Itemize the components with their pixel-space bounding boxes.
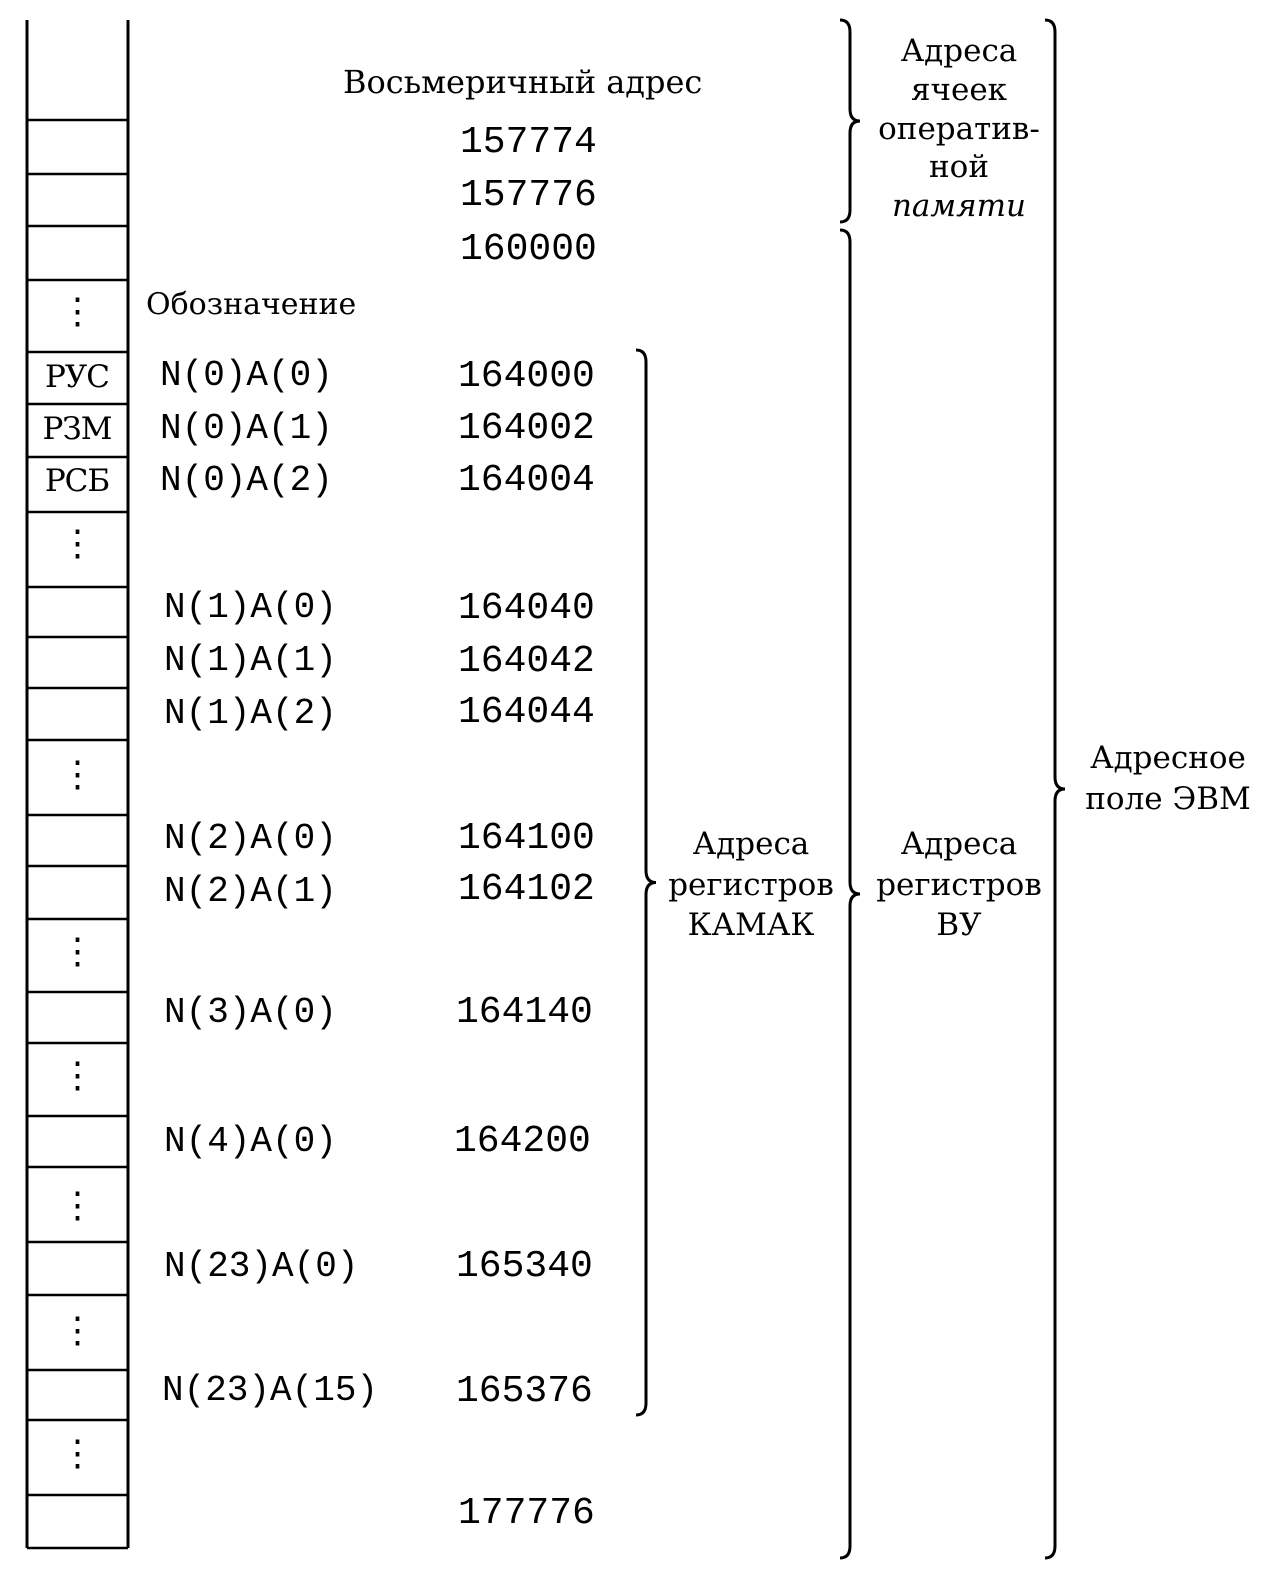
memory-brace-label-line: Адреса bbox=[900, 33, 1018, 69]
designation: N(2)A(0) bbox=[164, 818, 337, 859]
designation: N(3)A(0) bbox=[164, 992, 337, 1033]
vu-brace-label-line: ВУ bbox=[936, 907, 982, 943]
cell-ellipsis: ⋮ bbox=[59, 1433, 95, 1474]
end-address: 177776 bbox=[458, 1492, 595, 1535]
cell-ellipsis: ⋮ bbox=[59, 1310, 95, 1351]
cell-label-rsb: РСБ bbox=[44, 463, 110, 499]
cell-ellipsis: ⋮ bbox=[59, 291, 95, 332]
designation: N(1)A(0) bbox=[164, 587, 337, 628]
top-address-2: 157776 bbox=[460, 174, 597, 217]
kamak-brace bbox=[636, 350, 656, 1415]
kamak-brace-label-line: регистров bbox=[668, 867, 834, 903]
designation: N(23)A(15) bbox=[162, 1370, 379, 1411]
memory-brace bbox=[840, 20, 860, 222]
octal-address-header: Восьмеричный адрес bbox=[343, 63, 703, 101]
register-address: 164102 bbox=[458, 868, 595, 911]
register-address: 164044 bbox=[458, 691, 595, 734]
vu-brace-label-line: регистров bbox=[876, 867, 1042, 903]
register-address: 165340 bbox=[456, 1245, 593, 1288]
register-address: 164100 bbox=[458, 817, 595, 860]
memory-brace-label-line: оператив- bbox=[878, 111, 1040, 147]
register-address: 164042 bbox=[458, 640, 595, 683]
kamak-brace-label-line: КАМАК bbox=[687, 907, 815, 943]
address-field-brace bbox=[1045, 20, 1065, 1558]
top-address-1: 157774 bbox=[460, 121, 597, 164]
register-address: 164002 bbox=[458, 407, 595, 450]
cell-ellipsis: ⋮ bbox=[59, 931, 95, 972]
field-brace-label-line: Адресное bbox=[1090, 740, 1246, 776]
register-address: 164140 bbox=[456, 991, 593, 1034]
designation: N(23)A(0) bbox=[164, 1246, 359, 1287]
designation-header: Обозначение bbox=[146, 287, 357, 322]
register-address: 164000 bbox=[458, 355, 595, 398]
cell-ellipsis: ⋮ bbox=[59, 754, 95, 795]
designation: N(1)A(1) bbox=[164, 640, 337, 681]
register-address: 164004 bbox=[458, 459, 595, 502]
register-address: 164040 bbox=[458, 587, 595, 630]
designation: N(0)A(0) bbox=[160, 355, 333, 396]
cell-ellipsis: ⋮ bbox=[59, 1185, 95, 1226]
cell-ellipsis: ⋮ bbox=[59, 523, 95, 564]
field-brace-label-line: поле ЭВМ bbox=[1085, 781, 1251, 817]
cell-label-rzm: РЗМ bbox=[42, 411, 112, 447]
designation: N(0)A(2) bbox=[160, 460, 333, 501]
memory-brace-label-line: памяти bbox=[891, 188, 1027, 224]
designation: N(4)A(0) bbox=[164, 1121, 337, 1162]
memory-brace-label-line: ной bbox=[929, 149, 989, 185]
vu-brace-label-line: Адреса bbox=[900, 826, 1018, 862]
cell-label-rus: РУС bbox=[45, 359, 109, 395]
memory-brace-label-line: ячеек bbox=[910, 72, 1008, 108]
cell-ellipsis: ⋮ bbox=[59, 1055, 95, 1096]
designation: N(2)A(1) bbox=[164, 871, 337, 912]
top-address-3: 160000 bbox=[460, 228, 597, 271]
designation: N(0)A(1) bbox=[160, 408, 333, 449]
designation: N(1)A(2) bbox=[164, 693, 337, 734]
kamak-brace-label-line: Адреса bbox=[692, 826, 810, 862]
register-address: 164200 bbox=[454, 1120, 591, 1163]
register-address: 165376 bbox=[456, 1370, 593, 1413]
